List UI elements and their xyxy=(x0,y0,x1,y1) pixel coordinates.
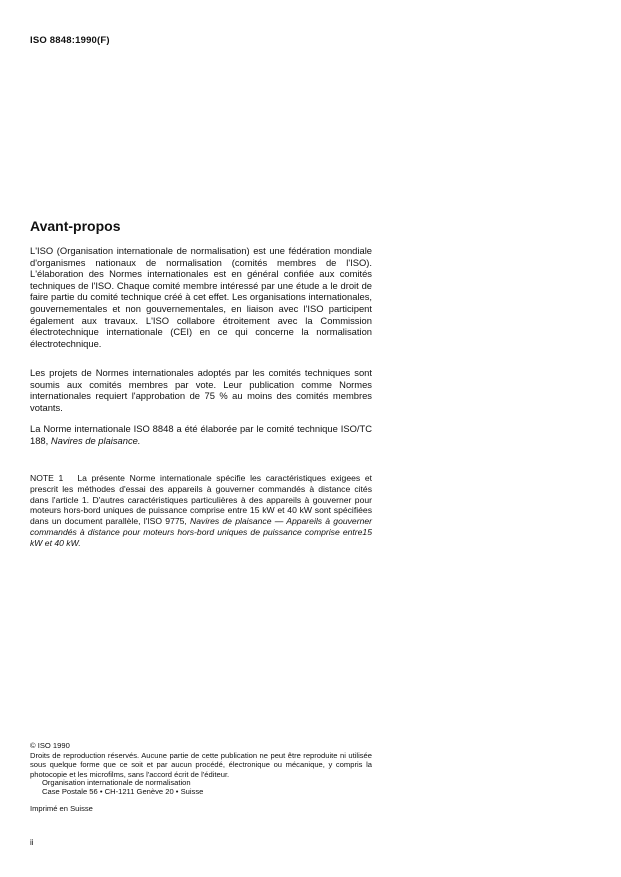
page-number: ii xyxy=(30,838,34,847)
rights-statement: Droits de reproduction réservés. Aucune partie de cette publication ne peut être reproduite ni utilisée sous quelque forme que ce soit et par aucun procédé, électronique ou mécanique, y compris la photocopie et les microfilms, sans l'accord écrit de l'éditeur. xyxy=(30,751,372,779)
paragraph-3-text: La Norme internationale ISO 8848 a été élaborée par le comité technique ISO/TC 188, xyxy=(30,423,372,446)
publisher-postal: Case Postale 56 • CH-1211 Genève 20 • Suisse xyxy=(42,787,204,797)
foreword-paragraph-2: Les projets de Normes internationales adoptés par les comités techniques sont soumis aux comités membres par vote. Leur publication comme Normes internationales requiert l'approbation de 75 % au moins des comités membres votants. xyxy=(30,367,372,413)
note-label: NOTE 1 xyxy=(30,473,64,483)
foreword-paragraph-1: L'ISO (Organisation internationale de normalisation) est une fédération mondiale d'organismes nationaux de normalisation (comités membres de l'ISO). L'élaboration des Normes internationales est en général confiée aux comités techniques de l'ISO. Chaque comité membre intéressé par une étude a le droit de faire partie du comité technique créé à cet effet. Les organisations internationales, gouvernementales et non gouvernementales, en liaison avec l'ISO participent également aux travaux. L'ISO collabore étroitement avec la Commission électrotechnique internationale (CEI) en ce qui concerne la normalisation électrotechnique. xyxy=(30,245,372,349)
paragraph-3-committee-title: Navires de plaisance. xyxy=(50,434,141,446)
publisher-address xyxy=(42,778,203,797)
note-reference-title: Navires de plaisance — Appareils à gouverner commandés à distance pour moteurs hors-bord uniques de puissance comprise entre15 kW et 40 kW. xyxy=(30,516,372,548)
document-id: ISO 8848:1990(F) xyxy=(30,35,110,46)
copyright-line: © ISO 1990 xyxy=(30,741,70,750)
note-text: La présente Norme internationale spécifie les caractéristiques exigees et prescrit les méthodes d'essai des appareils à gouverner commandés à distance cités dans l'article 1. D'autres caractéristiques particulières à des appareils à gouverner pour moteurs hors-bord uniques de puissance comprise entre 15 kW et 40 kW sont spécifiées dans un document parallèle, l'ISO 9775, xyxy=(30,473,372,527)
printed-in: Imprimé en Suisse xyxy=(30,804,93,813)
note-1 xyxy=(30,473,372,549)
publisher-name: Organisation internationale de normalisation xyxy=(42,778,191,787)
foreword-paragraph-3 xyxy=(30,423,372,446)
section-heading: Avant-propos xyxy=(30,218,121,234)
